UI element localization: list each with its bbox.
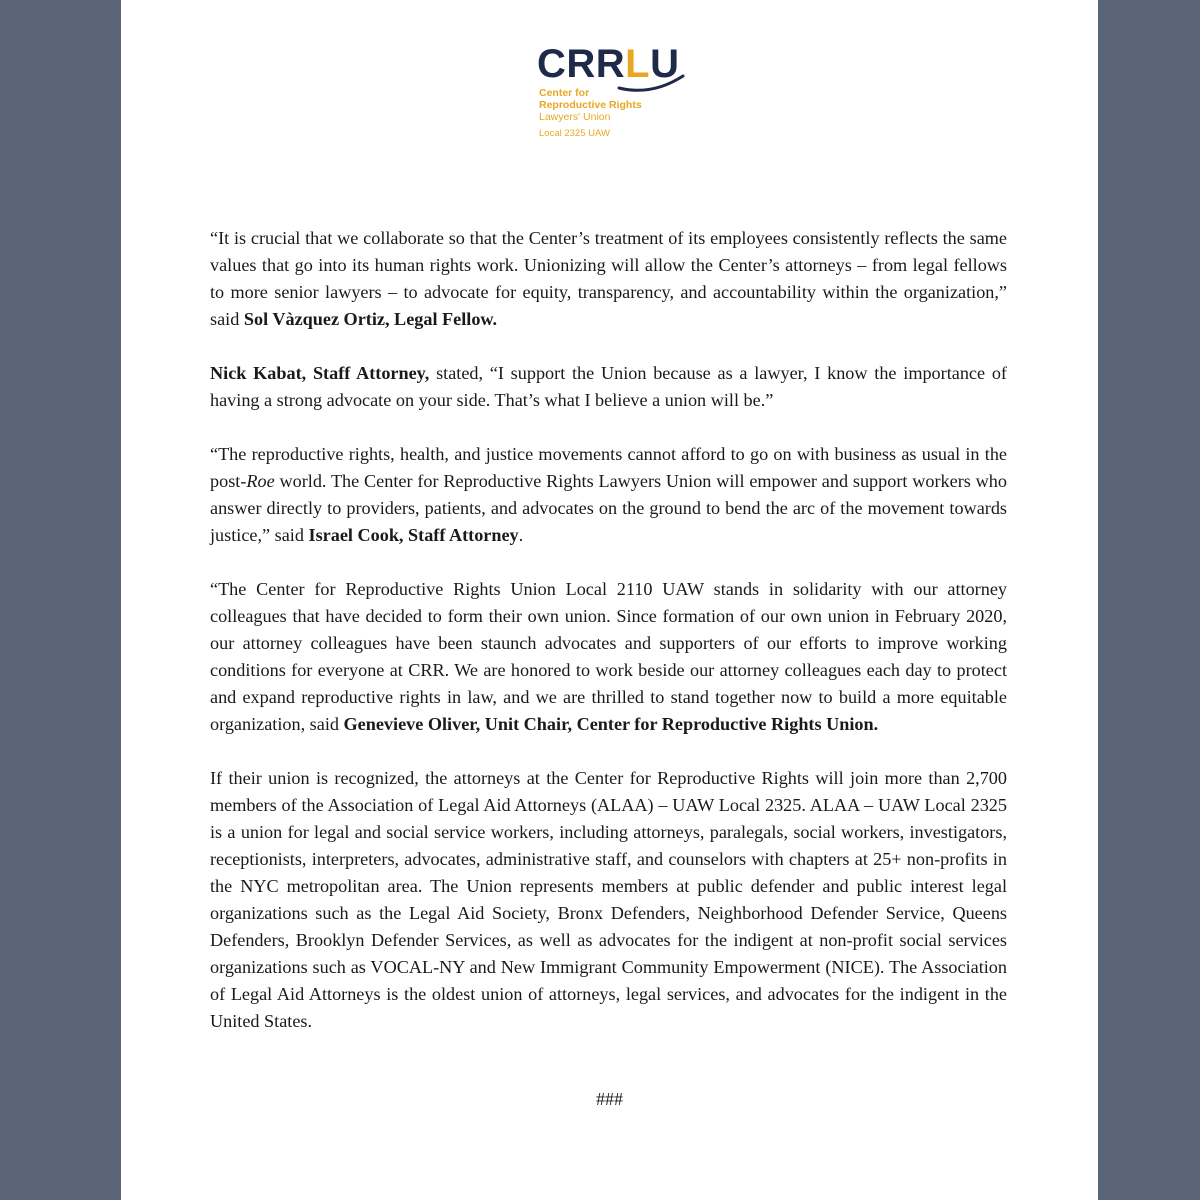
end-mark: ### bbox=[596, 1089, 623, 1109]
quote-paragraph-ortiz bbox=[210, 225, 1007, 333]
quote-text: stated, “I support the Union because as a lawyer, I know the importance of having a strong advocate on your side. That’s what I believe a union will be.” bbox=[210, 363, 1007, 410]
crrlu-logo bbox=[537, 44, 697, 144]
logo-swoosh-icon bbox=[617, 74, 687, 94]
quote-text: world. The Center for Reproductive Rights Lawyers Union will empower and support workers who answer directly to providers, patients, and advocates on the ground to bend the arc of the movement towards justice,” said bbox=[210, 471, 1007, 545]
logo-letter-u: U bbox=[650, 42, 680, 86]
logo-letters-crr: CRR bbox=[537, 42, 626, 86]
quote-text: “The Center for Reproductive Rights Union Local 2110 UAW stands in solidarity with our attorney colleagues that have decided to form their own union. Since formation of our own union in February 2020, our attorney colleagues have been staunch advocates and supporters of our efforts to improve working conditions for everyone at CRR. We are honored to work beside our attorney colleagues each day to protect and expand reproductive rights in law, and we are thrilled to stand together now to build a more equitable organization, said bbox=[210, 579, 1007, 734]
quote-italic: Roe bbox=[246, 471, 275, 491]
quote-text: “The reproductive rights, health, and justice movements cannot afford to go on with business as usual in the post- bbox=[210, 444, 1007, 491]
alaa-paragraph: If their union is recognized, the attorneys at the Center for Reproductive Rights will join more than 2,700 members of the Association of Legal Aid Attorneys (ALAA) – UAW Local 2325. ALAA – UAW Local 2325 is a union for legal and social service workers, including attorneys, paralegals, social workers, investigators, receptionists, interpreters, advocates, administrative staff, and counselors with chapters at 25+ non-profits in the NYC metropolitan area. The Union represents members at public defender and public interest legal organizations such as the Legal Aid Society, Bronx Defenders, Neighborhood Defender Service, Queens Defenders, Brooklyn Defender Services, as well as advocates for the indigent at non-profit social services organizations such as VOCAL-NY and New Immigrant Community Empowerment (NICE). The Association of Legal Aid Attorneys is the oldest union of attorneys, legal services, and advocates for the indigent in the United States. bbox=[210, 768, 1007, 1031]
speaker-name: Genevieve Oliver, Unit Chair, Center for Reproductive Rights Union. bbox=[343, 714, 879, 734]
speaker-name: Nick Kabat, Staff Attorney, bbox=[210, 363, 430, 383]
speaker-name: Israel Cook, Staff Attorney bbox=[308, 525, 519, 545]
speaker-name: Sol Vàzquez Ortiz, Legal Fellow. bbox=[243, 309, 498, 329]
quote-paragraph-kabat bbox=[210, 360, 1007, 414]
logo-line-center-for: Center for bbox=[539, 87, 590, 99]
quote-text: “It is crucial that we collaborate so that the Center’s treatment of its employees consistently reflects the same values that go into its human rights work. Unionizing will allow the Center’s attorneys – from legal fellows to more senior lawyers – to advocate for equity, transparency, and accountability within the organization,” said bbox=[210, 228, 1007, 329]
logo-line-lawyers-union: Lawyers' Union bbox=[539, 111, 611, 123]
press-release-body bbox=[210, 225, 1007, 1062]
document-page bbox=[121, 0, 1098, 1200]
logo-line-reproductive-rights: Reproductive Rights bbox=[539, 99, 642, 111]
logo-line-local: Local 2325 UAW bbox=[539, 128, 610, 139]
quote-paragraph-oliver bbox=[210, 576, 1007, 738]
quote-paragraph-cook bbox=[210, 441, 1007, 549]
quote-text: . bbox=[518, 525, 524, 545]
logo-letter-l: L bbox=[625, 42, 651, 86]
